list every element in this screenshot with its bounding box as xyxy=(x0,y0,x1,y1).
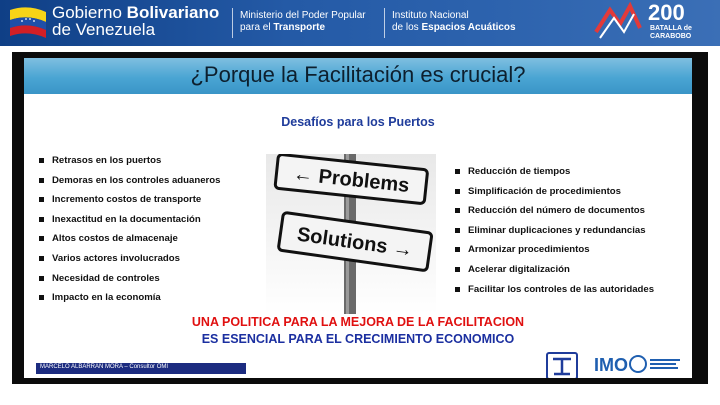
solution-item: Reducción del número de documentos xyxy=(452,201,654,221)
bullet-icon xyxy=(39,197,44,202)
svg-text:← Problems: ← Problems xyxy=(292,162,411,198)
banner-divider xyxy=(384,8,385,38)
challenge-item: Altos costos de almacenaje xyxy=(36,229,220,249)
government-name: Gobierno Bolivariano de Venezuela xyxy=(52,3,220,39)
svg-text:Solutions →: Solutions → xyxy=(295,223,415,262)
slide-title: ¿Porque la Facilitación es crucial? xyxy=(190,62,526,87)
solution-item: Eliminar duplicaciones y redundancias xyxy=(452,221,654,241)
banner-divider xyxy=(232,8,233,38)
challenge-item: Impacto en la economía xyxy=(36,288,220,308)
government-banner xyxy=(0,0,720,46)
bullet-icon xyxy=(455,287,460,292)
solutions-list xyxy=(452,162,654,299)
solution-item: Facilitar los controles de las autoridades xyxy=(452,280,654,300)
bullet-icon xyxy=(39,217,44,222)
bullet-icon xyxy=(39,158,44,163)
slide-subtitle: Desafíos para los Puertos xyxy=(281,115,435,129)
solution-item: Simplificación de procedimientos xyxy=(452,182,654,202)
carabobo-caption: BATALLA de CARABOBO xyxy=(650,25,692,40)
challenges-list xyxy=(36,151,220,308)
institute-name: Instituto Nacional de los Espacios Acuáticos xyxy=(392,10,516,33)
solution-item: Acelerar digitalización xyxy=(452,260,654,280)
bullet-icon xyxy=(39,276,44,281)
challenge-item: Retrasos en los puertos xyxy=(36,151,220,171)
challenge-item: Demoras en los controles aduaneros xyxy=(36,171,220,191)
imo-logo-icon xyxy=(594,354,682,374)
bullet-icon xyxy=(455,228,460,233)
challenge-item: Necesidad de controles xyxy=(36,269,220,289)
title-bar xyxy=(24,58,692,94)
policy-statement-line2: ES ESENCIAL PARA EL CRECIMIENTO ECONOMICO xyxy=(201,332,515,346)
venezuela-flag-icon xyxy=(8,4,48,42)
bullet-icon xyxy=(39,236,44,241)
bullet-icon xyxy=(455,247,460,252)
bullet-icon xyxy=(455,169,460,174)
bullet-icon xyxy=(455,267,460,272)
presenter-credit: MARCELO ALBARRAN MORA – Consultor OMI xyxy=(40,364,169,370)
bullet-icon xyxy=(39,178,44,183)
problems-solutions-signpost xyxy=(266,154,436,314)
bullet-icon xyxy=(39,295,44,300)
solution-item: Reducción de tiempos xyxy=(452,162,654,182)
bullet-icon xyxy=(455,208,460,213)
institute-logo-icon xyxy=(546,352,578,378)
challenge-item: Inexactitud en la documentación xyxy=(36,210,220,230)
carabobo-200-number: 200 xyxy=(648,0,685,25)
challenge-item: Varios actores involucrados xyxy=(36,249,220,269)
ministry-name: Ministerio del Poder Popular para el Transporte xyxy=(240,10,366,33)
bullet-icon xyxy=(455,189,460,194)
svg-text:IMO: IMO xyxy=(594,355,628,374)
challenge-item: Incremento costos de transporte xyxy=(36,190,220,210)
solution-item: Armonizar procedimientos xyxy=(452,240,654,260)
policy-statement-line1: UNA POLITICA PARA LA MEJORA DE LA FACILITACION xyxy=(191,315,525,329)
slide xyxy=(24,58,692,378)
bullet-icon xyxy=(39,256,44,261)
